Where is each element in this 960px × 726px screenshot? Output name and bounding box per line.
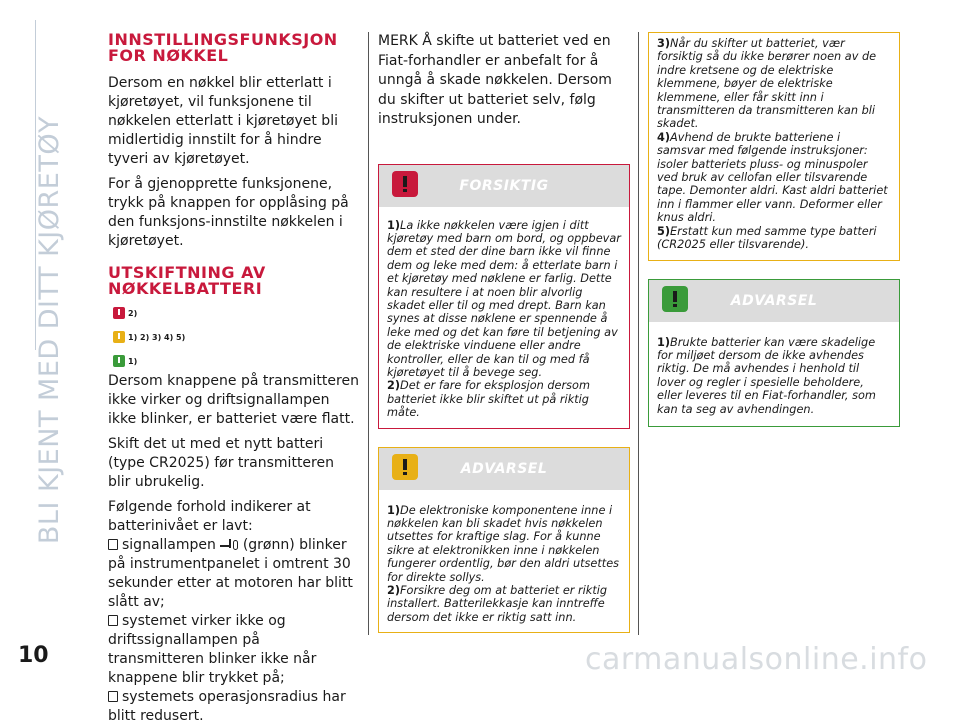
advarsel-body [379, 490, 629, 633]
column-2 [378, 32, 630, 633]
box-title: ADVARSEL [460, 460, 548, 477]
bullet-item [108, 536, 360, 612]
box-title: ADVARSEL [730, 292, 818, 309]
section-heading-battery [108, 265, 360, 297]
forsiktig-box [378, 164, 630, 429]
page-number: 10 [18, 643, 49, 668]
note-text: De elektroniske komponentene inne i nøkkelen kan bli skadet hvis nøkkelen utsettes for kraftige slag. For å kunne sikre at elektronikken inne i nøkkelen fungerer ordentlig, bør den aldri utsettes for direkte sollys. [387, 503, 620, 584]
column-1 [108, 32, 360, 726]
note-text: La ikke nøkkelen være igjen i ditt kjøretøy med barn om bord, og oppbevar dem et sted der dine barn ikke vil finne dem og leke med dem: å etterlate barn i et kjøretøy med nøklene er farlig. Dette kan resultere i at noen blir alvorlig skadet eller til og med drept. Barn kan synes at disse nøklene er spennende å leke med og det kan føre til betjening av de elektriske vinduene eller andre kontroller, eller de kan til og med få kjøretøyet til å bevege seg. [387, 218, 621, 379]
paragraph: Dersom knappene på transmitteren ikke virker og driftsignallampen ikke blinker, er batteriet være flatt. [108, 373, 359, 427]
bullet-icon [108, 615, 118, 626]
bullet-item [108, 612, 360, 688]
paragraph: Følgende forhold indikerer at batterinivået er lavt: [108, 499, 311, 534]
note-text: Det er fare for eksplosjon dersom batteriet ikke blir skiftet ut på riktig måte. [387, 379, 590, 420]
bullet-text: systemet virker ikke og driftssignallampen på transmitteren blinker ikke når knappene blir trykket på; [108, 613, 317, 686]
bullet-text: systemets operasjonsradius har blitt redusert. [108, 689, 346, 724]
note-number: 5) [657, 224, 671, 238]
environment-box [648, 279, 900, 427]
note-text: Forsikre deg om at batteriet er riktig installert. Batterilekkasje kan inntreffe dersom det ikke er riktig satt inn. [387, 584, 608, 624]
key-warning-lamp-icon [220, 538, 238, 552]
note-number: 2) [387, 584, 401, 598]
heading-line: UTSKIFTNING AV [108, 263, 266, 282]
heading-line: NØKKELBATTERI [108, 279, 263, 298]
ref-row-caution [113, 331, 360, 343]
environment-header [649, 280, 899, 322]
forsiktig-body [379, 207, 629, 428]
heading-line: INNSTILLINGSFUNKSJON [108, 30, 338, 49]
bullet-icon [108, 539, 118, 550]
column-divider-1 [368, 32, 369, 635]
advarsel-continued-body [649, 33, 899, 260]
caution-warning-icon [113, 331, 125, 343]
ref-numbers: 1) 2) 3) 4) 5) [128, 332, 186, 342]
advarsel-box [378, 447, 630, 634]
ref-row-environment [113, 355, 360, 367]
forsiktig-header [379, 165, 629, 207]
danger-warning-icon [113, 307, 125, 319]
battery-body [108, 372, 360, 726]
advarsel-header [379, 448, 629, 490]
section-heading-key-function [108, 32, 360, 64]
note-number: 1) [387, 503, 401, 517]
bullet-icon [108, 691, 118, 702]
advarsel-continued-box [648, 32, 900, 261]
bullet-item [108, 688, 360, 726]
ref-row-danger [113, 307, 360, 319]
note-paragraph: MERK Å skifte ut batteriet ved en Fiat-forhandler er anbefalt for å unngå å skade nøkkelen. Dersom du skifter ut batteriet selv, følg instruksjonen under. [378, 33, 612, 127]
note-number: 1) [387, 218, 401, 232]
note-text: Når du skifter ut batteriet, vær forsiktig så du ikke berører noen av de indre kretsene og de elektriske klemmene, bøyer de elektriske klemmene, eller får skitt inn i transmitteren da transmitteren kan bli skadet. [657, 37, 877, 131]
column-divider-2 [638, 32, 639, 635]
bullet-text: (grønn) blinker på instrumentpanelet i omtrent 30 sekunder etter at motoren har blitt slått av; [108, 537, 353, 610]
note-text: Avhend de brukte batteriene i samsvar med følgende instruksjoner: isoler batteriets pluss- og minuspoler ved bruk av cellofan eller tilsvarende tape. Demonter aldri. Kast aldri batteriet inn i flammer eller vann. Deformer eller knus aldri. [657, 130, 888, 225]
paragraph: Dersom en nøkkel blir etterlatt i kjøretøyet, vil funksjonene til nøkkelen etterlatt i kjøretøyet bli midlertidig innstilt for å hindre tyveri av kjøretøyet. [108, 75, 338, 167]
watermark: carmanualsonline.info [585, 642, 928, 677]
heading-line: FOR NØKKEL [108, 46, 229, 65]
note-number: 3) [657, 37, 671, 50]
paragraph: Skift det ut med et nytt batteri (type CR2025) før transmitteren blir ubrukelig. [108, 436, 334, 490]
note-text: Brukte batterier kan være skadelige for miljøet dersom de ikke avhendes riktig. De må avhendes i henhold til lover og regler i spesielle beholdere, eller leveres til en Fiat-forhandler, som kan ta seg av avhendingen. [657, 335, 876, 416]
note-text: Erstatt kun med samme type batteri (CR2025 eller tilsvarende). [657, 224, 877, 252]
note-number: 2) [387, 379, 401, 393]
ref-numbers: 1) [128, 356, 138, 366]
environment-body [649, 322, 899, 426]
environment-icon [113, 355, 125, 367]
chapter-side-title: BLI KJENT MED DITT KJØRETØY [34, 115, 65, 545]
column-3 [648, 32, 900, 427]
paragraph: For å gjenopprette funksjonene, trykk på knappen for opplåsing på den funksjons-innstilte nøkkelen i kjøretøyet. [108, 176, 349, 249]
section-body [108, 74, 360, 251]
ref-numbers: 2) [128, 308, 138, 318]
note-number: 4) [657, 130, 671, 144]
box-title: FORSIKTIG [459, 177, 549, 194]
note-number: 1) [657, 335, 671, 349]
bullet-text: signallampen [122, 537, 216, 553]
